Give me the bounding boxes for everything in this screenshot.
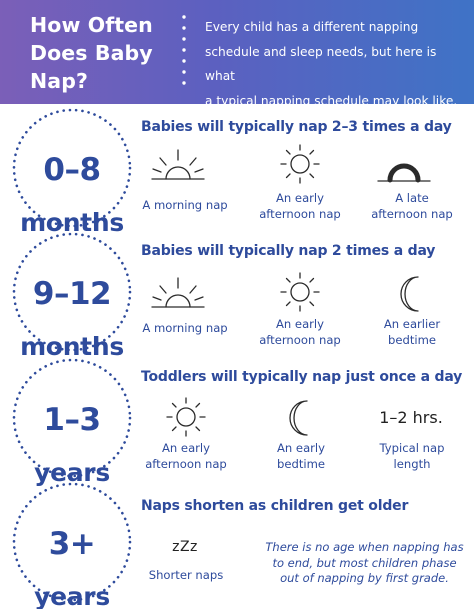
item-caption: Shorter naps [148, 568, 224, 582]
age-label: 0–8 months [20, 152, 124, 237]
item-caption: An early afternoon nap [259, 317, 341, 347]
sun-icon [279, 143, 321, 185]
section-heading: Babies will typically nap 2 times a day [141, 243, 436, 259]
section-heading: Naps shorten as children get older [141, 498, 409, 514]
sunrise-icon [150, 275, 206, 313]
item-caption: Typical nap length [379, 441, 445, 471]
age-label: 9–12 months [20, 276, 124, 361]
page-title: How Often Does Baby Nap? [30, 13, 153, 93]
age-label: 1–3 years [34, 402, 110, 487]
sun-icon [279, 271, 321, 313]
item-caption: A morning nap [142, 198, 228, 212]
item-caption: A morning nap [142, 321, 228, 335]
header-banner [0, 0, 474, 108]
sun-icon [165, 396, 207, 438]
sunset-icon [376, 155, 432, 183]
intro-text: Every child has a different napping schedule and sleep needs, but here is what a typical napping schedule may look like. [205, 20, 458, 108]
item-caption: An early afternoon nap [259, 191, 341, 221]
zzz-icon: zZz [172, 539, 198, 555]
item-caption: An earlier bedtime [383, 317, 441, 347]
sunrise-icon [150, 147, 206, 185]
item-caption: An early bedtime [276, 441, 326, 471]
age-label: 3+ years [34, 526, 110, 609]
crescent-moon-icon [398, 274, 430, 314]
note-text: There is no age when napping has to end, but most children phase out of napping by first grade. [265, 540, 464, 585]
item-caption: A late afternoon nap [371, 191, 453, 221]
crescent-moon-icon [287, 398, 319, 438]
item-caption: An early afternoon nap [145, 441, 227, 471]
section-heading: Babies will typically nap 2–3 times a day [141, 119, 452, 135]
nap-length-value: 1–2 hrs. [379, 408, 443, 427]
section-heading: Toddlers will typically nap just once a day [141, 369, 463, 385]
dotted-divider [181, 14, 187, 86]
